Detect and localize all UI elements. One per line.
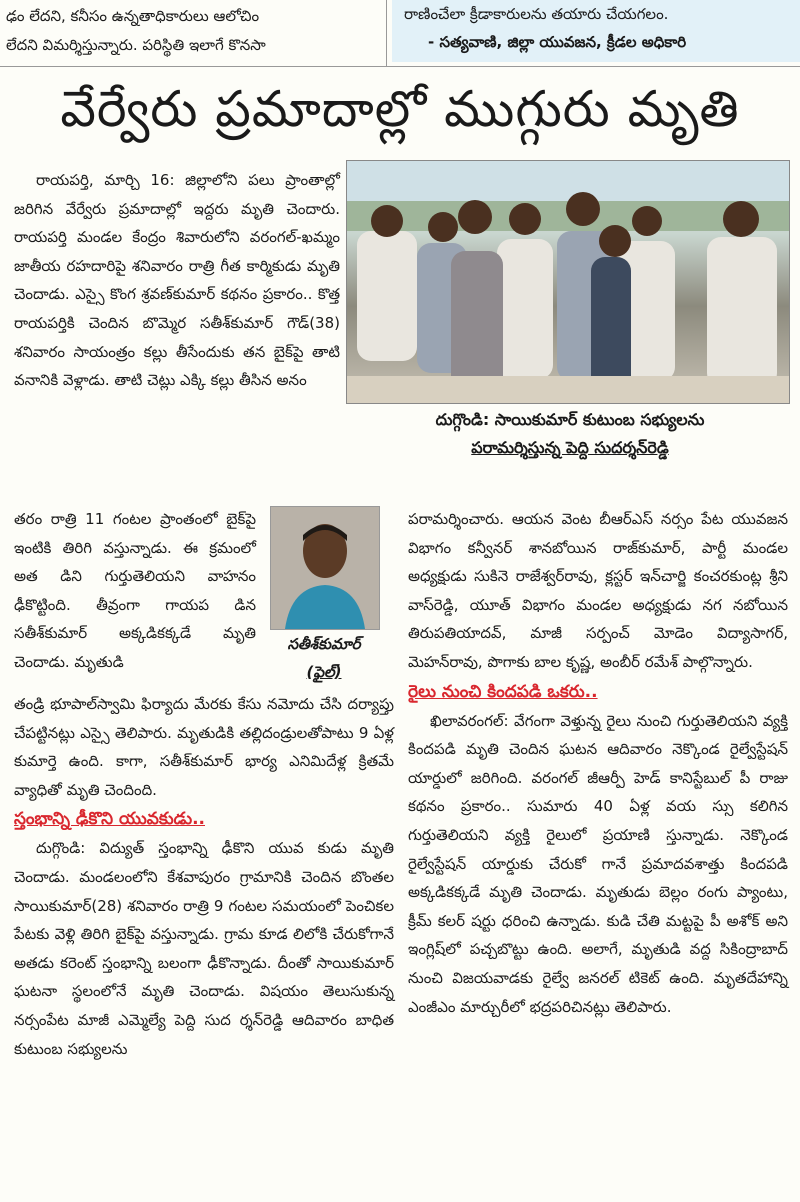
article-1-intro [14,166,340,395]
top-left-line-1: ఢం లేదని, కనీసం ఉన్నతాధికారులు ఆలోచిం [6,7,260,25]
top-strip [0,0,800,67]
article-1-para-2: తరం రాత్రి 11 గంటల ప్రాంతంలో బైక్‌పై ఇంటికి తిరిగి వస్తున్నాడు. ఈ క్రమంలో అత డిని గుర్తుతెలియని వాహనం ఢీకొట్టింది. తీవ్రంగా గాయప డిన సతీశ్‌కుమార్ అక్కడికక్కడే మృతి చెందాడు. మృతుడి [14,510,256,671]
photo-caption [380,406,760,462]
article-2-continued: పరామర్శించారు. ఆయన వెంట బీఆర్‌ఎస్ నర్సం పేట యువజన విభాగం కన్వీనర్ శానబోయిన రాజ్‌కుమార్, పార్టీ మండల అధ్యక్షుడు సుకినె రాజేశ్వర్‌రావు, క్లస్టర్ ఇన్‌చార్జి కంచరకుంట్ల శ్రీని వాస్‌రెడ్డి, యూత్ విభాగం మండల అధ్యక్షుడు నగ నబోయిన తిరుపతియాదవ్, మాజీ సర్పంచ్ మోడెం విద్యాసాగర్, మెహన్‌రావు, పొగాకు బాల కృష్ణ, అంబీర్ రమేశ్ పాల్గొన్నారు. [408,510,788,671]
top-left-line-2: లేదని విమర్శిస్తున్నారు. పరిస్థితి ఇలాగే కొనసా [6,35,266,54]
quote-text: రాణించేలా క్రీడాకారులను తయారు చేయగలం. [404,5,669,23]
previous-article-tail [6,2,384,59]
file-photo-label: (ఫైల్) [306,663,342,681]
photo-caption-line-2 [380,434,760,462]
photo-caption-line-1: దుగ్గొండి: సాయికుమార్ కుటుంబ సభ్యులను [435,410,705,429]
mourners-photo-illustration [347,161,789,403]
article-3-subhead: రైలు నుంచి కిందపడి ఒకరు.. [408,681,598,702]
article-1-para-1: రాయపర్తి, మార్చి 16: జిల్లాలోని పలు ప్రాంతాల్లో జరిగిన వేర్వేరు ప్రమాదాల్లో ఇద్దరు మృతి చెందారు. రాయపర్తి మండల కేంద్రం శివారులోని వరంగల్-ఖమ్మం జాతీయ రహదారిపై శనివారం రాత్రి గీత కార్మికుడు మృతి చెందాడు. ఎస్సై కొంగ శ్రవణ్‌కుమార్ కథనం ప్రకారం.. కొత్త రాయపర్తికి చెందిన బొమ్మెర సతీశ్‌కుమార్ గౌడ్(38) శనివారం సాయంత్రం కల్లు తీసేందుకు తన బైక్‌పై తాటి వనానికి వెళ్లాడు. తాటి చెట్లు ఎక్కి కల్లు తీసిన అనం [14,171,340,390]
article-3-body: ఖిలావరంగల్: వేగంగా వెళ్తున్న రైలు నుంచి గుర్తుతెలియని వ్యక్తి కిందపడి మృతి చెందిన ఘటన ఆదివారం నెక్కొండ రైల్వేస్టేషన్ యార్డులో జరిగింది. వరంగల్ జీఆర్పీ హెడ్ కానిస్టేబుల్ పీ రాజు కథనం ప్రకారం.. సుమారు 40 ఏళ్ల వయ స్సు కలిగిన గుర్తుతెలియని వ్యక్తి రైలులో ప్రయాణి స్తున్నాడు. నెక్కొండ రైల్వేస్టేషన్ యార్డుకు చేరుకో గానే ప్రమాదవశాత్తు కిందపడి అక్కడికక్కడే మృతి చెందాడు. మృతుడు బెల్లం రంగు ప్యాంటు, క్రీమ్ కలర్ షర్టు ధరించి ఉన్నాడు. కుడి చేతి మట్టపై పీ అశోక్ అని ఇంగ్లిష్‌లో పచ్చబొట్టు ఉంది. అలాగే, మృతుడి వద్ద సికింద్రాబాద్ నుంచి విజయవాడకు రైల్వే జనరల్ టికెట్ ఉంది. మృతదేహాన్ని ఎంజీఎం మార్చురీలో భద్రపరిచినట్లు తెలిపారు. [408,711,788,1016]
quote-credit: - సత్యవాణి, జిల్లా యువజన, క్రీడల అధికారి [428,33,687,51]
photo-caption-line-2-text: పరామర్శిస్తున్న పెద్ది సుదర్శన్‌రెడ్డి [471,438,669,457]
article-1-continued [14,690,394,1063]
article-1-para-3: తండ్రి భూపాల్‌స్వామి ఫిర్యాదు మేరకు కేసు నమోదు చేసి దర్యాప్తు చేపట్టినట్లు ఎస్సై తెలిపారు. మృతుడికి తల్లిదండ్రులతోపాటు 9 ఏళ్ల కుమార్తె ఉంది. కాగా, సతీశ్‌కుమార్ భార్య ఎనిమిదేళ్ల క్రితమే వ్యాధితో మృతి చెందింది. [14,695,394,799]
article-2-body: దుగ్గొండి: విద్యుత్ స్తంభాన్ని ఢీకొని యువ కుడు మృతి చెందాడు. మండలంలోని కేశవాపురం గ్రామానికి చెందిన బొంతల సాయికుమార్(28) శనివారం రాత్రి 9 గంటల సమయంలో పెంచికల పేటకు వెళ్లి తిరిగి బైక్‌పై వస్తున్నాడు. గ్రామ కూడ లిలోకి చేరుకోగానే అతడు కరెంట్ స్తంభాన్ని బలంగా ఢీకొన్నాడు. దీంతో సాయికుమార్ ఘటనా స్థలంలోనే మృతి చెందాడు. విషయం తెలుసుకున్న నర్సంపేట మాజీ ఎమ్మెల్యే పెద్ది సుద ర్శన్‌రెడ్డి ఆదివారం బాధిత కుటుంబ సభ్యులను [14,839,394,1058]
column-rule [386,0,387,66]
article-2-subhead: స్తంభాన్ని ఢీకొని యువకుడు.. [14,809,205,830]
victim-photo [270,506,380,630]
victim-portrait [271,507,379,629]
victim-photo-caption [262,630,386,686]
headline: వేర్వేరు ప్రమాదాల్లో ముగ్గురు మృతి [60,80,740,138]
victim-name: సతీశ్‌కుమార్ [287,635,361,653]
quote-box [392,0,800,62]
right-column [408,505,788,1021]
article-1-wrap [14,505,256,677]
news-photo [346,160,790,404]
